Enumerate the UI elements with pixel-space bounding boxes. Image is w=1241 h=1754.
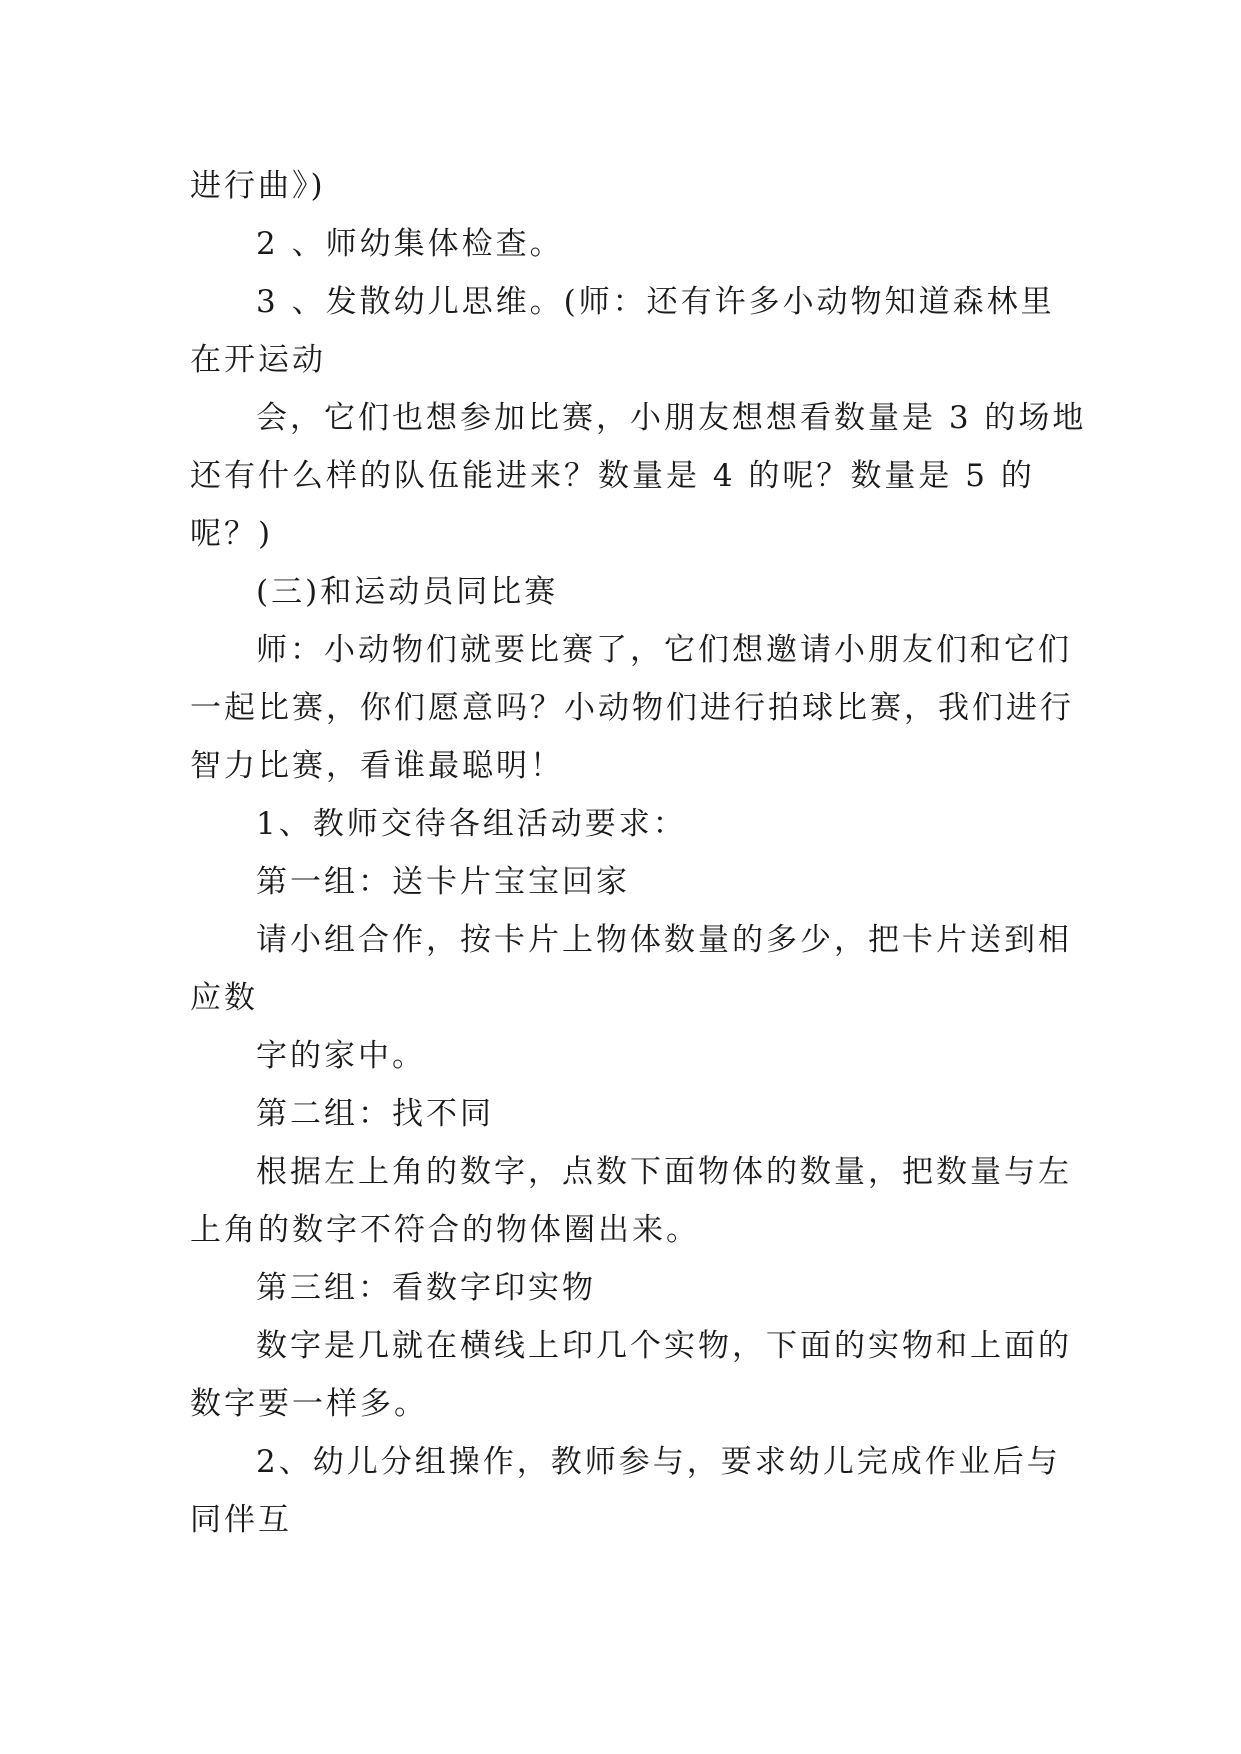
text-line: 会，它们也想参加比赛，小朋友想想看数量是 3 的场地: [256, 400, 1087, 436]
text-line: 呢？): [190, 516, 274, 552]
text-line: 同伴互: [190, 1502, 292, 1538]
text-line: 在开运动: [190, 342, 326, 378]
text-line: 智力比赛，看谁最聪明！: [190, 748, 564, 784]
text-line: 数字要一样多。: [190, 1386, 428, 1422]
text-line: 还有什么样的队伍能进来？数量是 4 的呢？数量是 5 的: [190, 458, 1035, 494]
group-heading: 第三组：看数字印实物: [256, 1270, 596, 1306]
text-line: 上角的数字不符合的物体圈出来。: [190, 1212, 700, 1248]
text-line: 字的家中。: [256, 1038, 426, 1074]
group-heading: 第二组：找不同: [256, 1096, 494, 1132]
text-line: 1、教师交待各组活动要求：: [256, 806, 687, 842]
text-line: 师：小动物们就要比赛了，它们想邀请小朋友们和它们: [256, 632, 1072, 668]
text-line: 一起比赛，你们愿意吗？小动物们进行拍球比赛，我们进行: [190, 690, 1074, 726]
text-line: 3 、发散幼儿思维。(师：还有许多小动物知道森林里: [256, 284, 1055, 320]
section-heading: (三)和运动员同比赛: [256, 574, 559, 610]
text-line: 应数: [190, 980, 258, 1016]
text-line: 进行曲》): [190, 168, 326, 204]
text-line: 根据左上角的数字，点数下面物体的数量，把数量与左: [256, 1154, 1072, 1190]
group-heading: 第一组：送卡片宝宝回家: [256, 864, 630, 900]
text-line: 2 、师幼集体检查。: [256, 226, 564, 262]
text-line: 请小组合作，按卡片上物体数量的多少，把卡片送到相: [256, 922, 1072, 958]
text-line: 数字是几就在横线上印几个实物，下面的实物和上面的: [256, 1328, 1072, 1364]
text-line: 2、幼儿分组操作，教师参与，要求幼儿完成作业后与: [256, 1444, 1061, 1480]
